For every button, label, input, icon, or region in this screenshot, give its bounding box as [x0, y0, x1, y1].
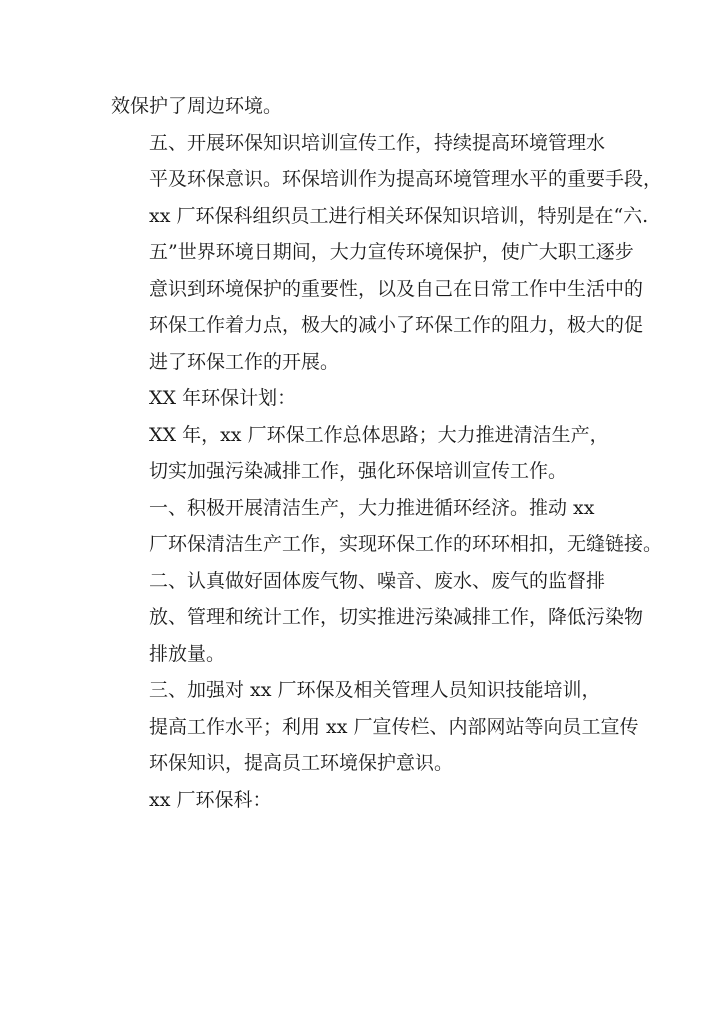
text-line: 意识到环境保护的重要性，以及自己在日常工作中生活中的 [149, 277, 644, 300]
paragraph-intro-tail [111, 88, 611, 125]
text-line: 进了环保工作的开展。 [149, 350, 340, 373]
signature-line [111, 782, 611, 819]
text-line: XX 年环保计划： [149, 387, 297, 409]
paragraph-plan-two [111, 563, 644, 673]
text-line: 提高工作水平；利用 xx 厂宣传栏、内部网站等向员工宣传 [149, 715, 639, 738]
text-line: 放、管理和统计工作，切实推进污染减排工作，降低污染物 [149, 606, 644, 628]
text-line: 环保工作着力点，极大的减小了环保工作的阻力，极大的促 [149, 314, 644, 336]
section-heading-plan [111, 380, 611, 417]
text-line: 一、积极开展清洁生产，大力推进循环经济。推动 xx [149, 496, 595, 519]
text-line: 切实加强污染减排工作，强化环保培训宣传工作。 [149, 460, 568, 482]
paragraph-overall-approach [111, 417, 611, 490]
paragraph-plan-three [111, 672, 639, 782]
document-body [111, 88, 663, 818]
text-line: 三、加强对 xx 厂环保及相关管理人员知识技能培训， [149, 679, 601, 701]
text-line: 五”世界环境日期间，大力宣传环境保护，使广大职工逐步 [149, 241, 634, 263]
paragraph-section-five [111, 125, 663, 381]
text-line: xx 厂环保科组织员工进行相关环保知识培训，特别是在“六. [149, 204, 649, 227]
paragraph-plan-one [111, 490, 663, 563]
text-line: 环保知识，提高员工环境保护意识。 [149, 752, 454, 774]
text-line: XX 年，xx 厂环保工作总体思路；大力推进清洁生产， [149, 423, 609, 446]
text-line: 五、开展环保知识培训宣传工作，持续提高环境管理水 [149, 131, 606, 154]
text-line: 厂环保清洁生产工作，实现环保工作的环环相扣，无缝链接。 [149, 533, 663, 555]
text-line: xx 厂环保科： [149, 788, 272, 811]
text-line: 效保护了周边环境。 [111, 95, 283, 117]
text-line: 二、认真做好固体废气物、噪音、废水、废气的监督排 [149, 569, 606, 592]
text-line: 排放量。 [149, 642, 226, 665]
text-line: 平及环保意识。环保培训作为提高环境管理水平的重要手段， [149, 168, 663, 190]
